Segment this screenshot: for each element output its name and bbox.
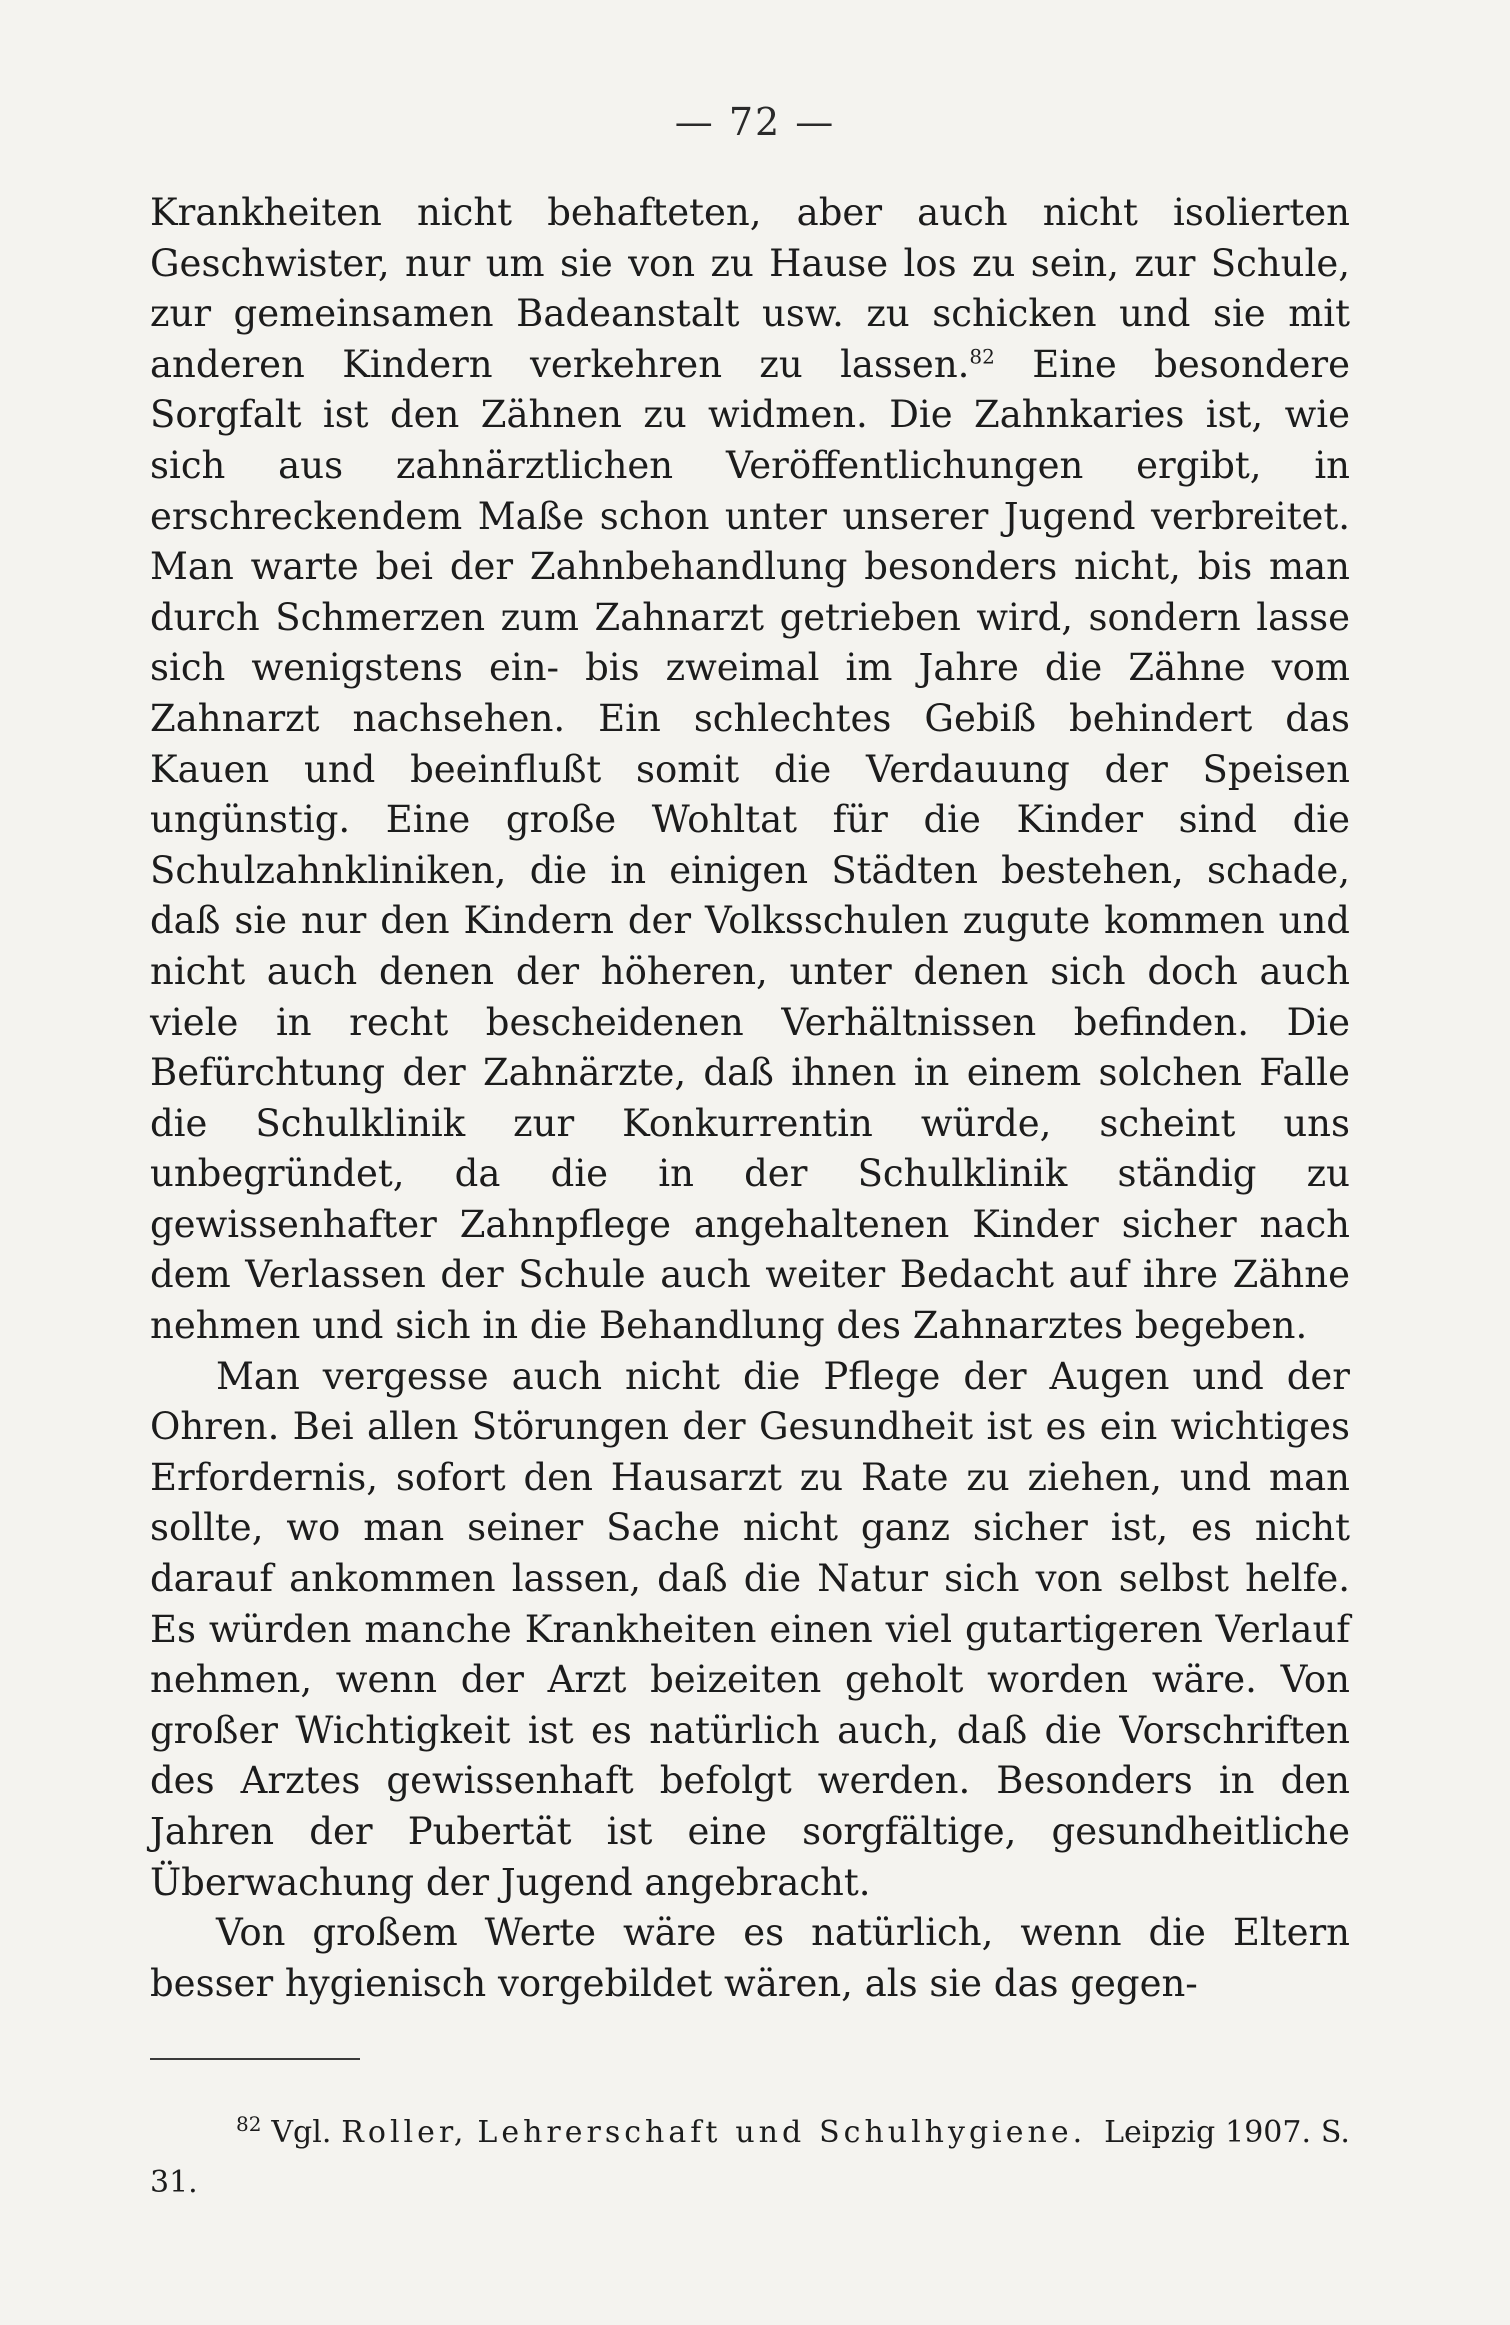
- footnote-divider: [150, 2058, 360, 2060]
- paragraph-3: Von großem Werte wäre es natürlich, wenn die Eltern besser hygienisch vorgebildet wären, als sie das gegen-: [150, 1911, 1350, 2005]
- paragraph-1-continuation: Eine besondere Sorgfalt ist den Zähnen zu widmen. Die Zahnkaries ist, wie sich aus zahnärztlichen Veröffentlichungen ergibt, in erschreckendem Maße schon unter unserer Jugend verbreitet. Man warte bei der Zahnbehandlung besonders nicht, bis man durch Schmerzen zum Zahnarzt getrieben wird, sondern lasse sich wenigstens ein- bis zweimal im Jahre die Zähne vom Zahnarzt nachsehen. Ein schlechtes Gebiß behindert das Kauen und beeinflußt somit die Verdauung der Speisen ungünstig. Eine große Wohltat für die Kinder sind die Schulzahnkliniken, die in einigen Städten bestehen, schade, daß sie nur den Kindern der Volksschulen zugute kommen und nicht auch denen der höheren, unter denen sich doch auch viele in recht bescheidenen Verhältnissen befinden. Die Befürchtung der Zahnärzte, daß ihnen in einem solchen Falle die Schulklinik zur Konkurrentin würde, scheint uns unbegründet, da die in der Schulklinik ständig zu gewissenhafter Zahnpflege angehaltenen Kinder sicher nach dem Verlassen der Schule auch weiter Bedacht auf ihre Zähne nehmen und sich in die Behandlung des Zahnarztes begeben.: [150, 342, 1350, 1348]
- footnote-prefix: Vgl.: [271, 2115, 332, 2150]
- footnote-marker: 82: [236, 2112, 262, 2136]
- paragraph-1-text: Krankheiten nicht behafteten, aber auch nicht isolierten Geschwister, nur um sie von zu Hause los zu sein, zur Schule, zur gemeinsamen Badeanstalt usw. zu schicken und sie mit anderen Kindern verkehren zu lassen.: [150, 191, 1350, 386]
- footnote-place: Leipzig: [1104, 2115, 1216, 2150]
- body-text: [150, 188, 1350, 2009]
- page-number: — 72 —: [674, 100, 836, 144]
- footnote-author: Roller,: [341, 2115, 468, 2150]
- paragraph-2: Man vergesse auch nicht die Pflege der Augen und der Ohren. Bei allen Störungen der Gesundheit ist es ein wichtiges Erfordernis, sofort den Hausarzt zu Rate zu ziehen, und man sollte, wo man seiner Sache nicht ganz sicher ist, es nicht darauf ankommen lassen, daß die Natur sich von selbst helfe. Es würden manche Krankheiten einen viel gutartigeren Verlauf nehmen, wenn der Arzt beizeiten geholt worden wäre. Von großer Wichtigkeit ist es natürlich auch, daß die Vorschriften des Arztes gewissenhaft befolgt werden. Besonders in den Jahren der Pubertät ist eine sorgfältige, gesundheitliche Überwachung der Jugend angebracht.: [150, 1354, 1350, 1904]
- footnote-details: 1907. S. 31.: [150, 2115, 1350, 2200]
- paragraph-1: [150, 188, 1350, 1352]
- footnote-reference: 82: [969, 344, 995, 369]
- footnote-title: Lehrerschaft und Schulhygiene.: [477, 2115, 1087, 2150]
- footnote: [150, 2108, 1350, 2208]
